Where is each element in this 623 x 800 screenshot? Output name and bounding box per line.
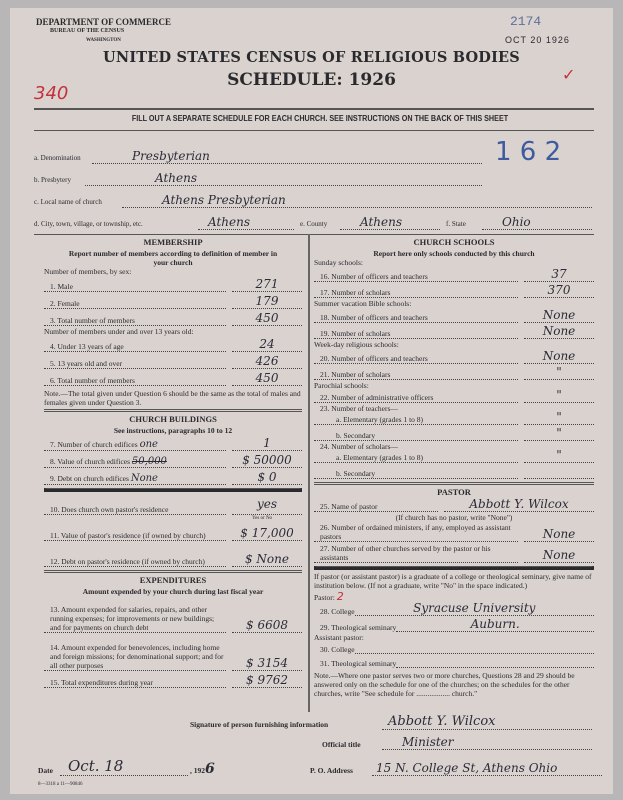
owns-residence-field[interactable] <box>232 497 302 521</box>
official-title-value: Minister <box>402 735 454 749</box>
q23-label: 23. Number of teachers— <box>320 404 398 413</box>
pastor-red-mark: 2 <box>336 590 344 603</box>
total-label: 3. Total number of members <box>44 316 226 326</box>
edifice-debt-value: $ 0 <box>257 470 277 484</box>
q27-value: None <box>542 548 576 562</box>
owns-residence-row <box>44 494 302 521</box>
edifice-debt-row <box>44 469 302 486</box>
blue-code-annotation: 1 6 2 <box>495 137 562 167</box>
date-field[interactable] <box>60 758 188 776</box>
divider <box>314 482 594 485</box>
signature-value: Abbott Y. Wilcox <box>388 714 496 729</box>
edifices-written: one <box>139 439 158 450</box>
running-expenses-label: 13. Amount expended for salaries, repairs, and other running expenses; for improvements or new buildings; and for payments on church debt <box>44 605 226 633</box>
serial-stamp: 2174 <box>510 14 542 29</box>
edifices-value: 1 <box>263 436 271 450</box>
denomination-field[interactable] <box>92 149 482 164</box>
q23a-label: a. Elementary (grades 1 to 8) <box>314 415 518 425</box>
weekday-schools-label: Week-day religious schools: <box>314 340 399 349</box>
q16-label: 16. Number of officers and teachers <box>314 272 518 282</box>
q27-field[interactable] <box>524 548 594 563</box>
city-field[interactable] <box>198 215 294 230</box>
q24a-label: a. Elementary (grades 1 to 8) <box>314 453 518 463</box>
total-expenditures-field[interactable] <box>232 673 302 688</box>
q24b-row <box>314 464 594 480</box>
q17-row <box>314 283 594 299</box>
q22-value: " <box>556 388 562 402</box>
divider <box>44 488 302 492</box>
residence-debt-field[interactable] <box>232 552 302 567</box>
benevolences-value: $ 3154 <box>246 656 288 670</box>
q30-field[interactable] <box>355 644 594 654</box>
under13-row <box>44 336 302 353</box>
q21-field[interactable] <box>524 365 594 380</box>
q23a-value: " <box>556 410 562 424</box>
divider <box>34 234 594 235</box>
graduate-note: If pastor (or assistant pastor) is a graduate of a college or theological seminary, give name of institution below. (If not a graduate, write "No" in the space indicated.) <box>314 572 592 590</box>
q27-label: 27. Number of other churches served by the pastor or his assistants <box>314 544 518 563</box>
by-sex-label: Number of members, by sex: <box>44 267 132 276</box>
q28-label: 28. College <box>320 607 355 616</box>
membership-intro: Report number of members according to definition of member in your church <box>68 249 278 267</box>
local-name-value: Athens Presbyterian <box>162 193 286 207</box>
edifices-label-text: 7. Number of church edifices <box>50 440 138 449</box>
form-number: 8—3318 a 11—90846 <box>38 782 83 787</box>
q31-label: 31. Theological seminary <box>320 659 397 668</box>
total-expenditures-row <box>44 672 302 689</box>
pastor-heading: PASTOR <box>437 487 471 497</box>
state-label: f. State <box>446 220 466 228</box>
assistant-pastor-label: Assistant pastor: <box>314 633 364 642</box>
residence-value-field[interactable] <box>232 526 302 541</box>
divider <box>34 130 594 131</box>
presbytery-field[interactable] <box>85 171 482 186</box>
signature-field[interactable] <box>382 716 592 730</box>
local-name-field[interactable] <box>122 193 592 208</box>
state-value: Ohio <box>502 215 531 229</box>
female-value: 179 <box>255 294 279 308</box>
q25-field[interactable] <box>444 497 594 512</box>
q29-row <box>314 617 594 633</box>
q26-field[interactable] <box>524 527 594 542</box>
q17-label: 17. Number of scholars <box>314 288 518 298</box>
owns-residence-value: yes <box>256 497 278 511</box>
q24a-value: " <box>556 448 562 462</box>
pastor-label: Pastor: <box>314 593 335 602</box>
female-row <box>44 293 302 310</box>
department-name: DEPARTMENT OF COMMERCE <box>36 17 172 27</box>
presbytery-label: b. Presbytery <box>34 176 71 184</box>
q22-field[interactable] <box>524 388 594 403</box>
q24a-field[interactable] <box>524 448 594 463</box>
q23b-field[interactable] <box>524 426 594 441</box>
divider <box>44 570 302 573</box>
male-label: 1. Male <box>44 282 226 292</box>
sunday-schools-label: Sunday schools: <box>314 258 363 267</box>
signature-label: Signature of person furnishing information <box>190 720 329 729</box>
total-field[interactable] <box>232 311 302 326</box>
edifice-value-value: $ 50000 <box>242 453 292 467</box>
q19-label: 19. Number of scholars <box>314 329 518 339</box>
denomination-label: a. Denomination <box>34 154 81 162</box>
age-total-row <box>44 370 302 387</box>
address-value: 15 N. College St, Athens Ohio <box>376 761 558 775</box>
running-expenses-value: $ 6608 <box>246 618 288 632</box>
year-field[interactable] <box>190 762 215 778</box>
census-schedule-page <box>10 8 613 794</box>
city-label: d. City, town, village, or township, etc. <box>34 220 143 228</box>
q16-row <box>314 267 594 283</box>
over13-field[interactable] <box>232 354 302 369</box>
q24a-row <box>314 448 594 464</box>
age-total-value: 450 <box>255 371 279 385</box>
q28-field[interactable] <box>355 601 594 616</box>
edifices-label <box>44 440 226 451</box>
edifice-debt-label-text: 9. Debt on church edifices <box>50 474 129 483</box>
age-total-field[interactable] <box>232 371 302 386</box>
under13-label: 4. Under 13 years of age <box>44 342 226 352</box>
q21-row <box>314 365 594 381</box>
running-expenses-field[interactable] <box>232 618 302 633</box>
divider <box>44 409 302 412</box>
total-expenditures-label: 15. Total expenditures during year <box>44 678 226 688</box>
buildings-heading: CHURCH BUILDINGS <box>129 414 217 424</box>
q21-label: 21. Number of scholars <box>314 370 518 380</box>
left-column <box>44 236 302 689</box>
female-label: 2. Female <box>44 299 226 309</box>
total-value: 450 <box>255 311 279 325</box>
right-column <box>314 236 594 700</box>
q19-row <box>314 324 594 340</box>
q23b-label: b. Secondary <box>314 431 518 441</box>
schedule-title: SCHEDULE: 1926 <box>227 70 396 90</box>
year-value: 6 <box>205 761 215 777</box>
column-divider <box>308 234 310 712</box>
official-title-label: Official title <box>322 740 361 749</box>
q23a-field[interactable] <box>524 410 594 425</box>
form-title: UNITED STATES CENSUS OF RELIGIOUS BODIES <box>103 49 520 66</box>
residence-debt-label: 12. Debt on pastor's residence (if owned by church) <box>44 557 226 567</box>
q29-label: 29. Theological seminary <box>320 623 397 632</box>
q26-label: 26. Number of ordained ministers, if any, employed as assistant pastors <box>314 523 518 542</box>
residence-value-value: $ 17,000 <box>240 526 294 540</box>
edifice-debt-label <box>44 474 226 485</box>
local-name-label: c. Local name of church <box>34 198 102 206</box>
check-mark-icon: ✓ <box>562 65 576 84</box>
edifice-debt-field[interactable] <box>232 470 302 485</box>
male-field[interactable] <box>232 277 302 292</box>
benevolences-label: 14. Amount expended for benevolences, including home and foreign missions; for denominational support; and for all other purposes <box>44 643 226 671</box>
schools-intro: Report here only schools conducted by this church <box>373 249 535 258</box>
benevolences-field[interactable] <box>232 656 302 671</box>
parochial-schools-label: Parochial schools: <box>314 381 369 390</box>
q21-value: " <box>556 365 562 379</box>
q30-label: 30. College <box>320 645 355 654</box>
county-label: e. County <box>300 220 328 228</box>
q18-value: None <box>542 308 576 322</box>
edifice-value-label-text: 8. Value of church edifices <box>50 457 131 466</box>
red-annotation-number: 340 <box>34 83 69 104</box>
city-value: Athens <box>208 215 250 229</box>
q29-value: Auburn. <box>470 617 520 631</box>
buildings-instructions: See instructions, paragraphs 10 to 12 <box>113 426 233 435</box>
q22-row <box>314 390 594 404</box>
benevolences-row <box>44 634 302 672</box>
residence-value-row <box>44 516 302 542</box>
q23b-row <box>314 426 594 442</box>
divider <box>34 108 594 110</box>
male-value: 271 <box>255 277 279 291</box>
q28-row <box>314 602 594 617</box>
official-title-field[interactable] <box>382 736 592 750</box>
membership-note: Note.—The total given under Question 6 should be the same as the total of males and females given under Question 3. <box>44 389 301 407</box>
q18-field[interactable] <box>524 308 594 323</box>
total-row <box>44 310 302 327</box>
q27-row <box>314 543 594 564</box>
edifice-value-row <box>44 452 302 469</box>
q24b-field[interactable] <box>524 469 594 479</box>
q28-value: Syracuse University <box>413 601 536 615</box>
male-row <box>44 276 302 293</box>
edifice-value-written: 50,000 <box>131 456 167 467</box>
q31-row <box>314 655 594 669</box>
department-header <box>36 18 171 45</box>
presbytery-value: Athens <box>155 171 197 185</box>
owns-residence-label: 10. Does church own pastor's residence <box>44 505 226 515</box>
running-expenses-row <box>44 596 302 634</box>
q18-row <box>314 308 594 324</box>
age-total-label: 6. Total number of members <box>44 376 226 386</box>
edifices-field[interactable] <box>232 436 302 451</box>
divider <box>314 566 594 570</box>
q17-value: 370 <box>547 283 571 297</box>
instruction-banner: FILL OUT A SEPARATE SCHEDULE FOR EACH CHURCH. SEE INSTRUCTIONS ON THE BACK OF THIS SHEET <box>131 114 509 123</box>
q30-row <box>314 642 594 655</box>
under13-value: 24 <box>259 337 275 351</box>
address-label: P. O. Address <box>310 766 353 775</box>
received-date-stamp: OCT 20 1926 <box>505 35 570 45</box>
q29-field[interactable] <box>396 617 594 632</box>
q19-value: None <box>542 324 576 338</box>
county-field[interactable] <box>340 215 440 230</box>
q31-field[interactable] <box>396 658 594 668</box>
q25-label: 25. Name of pastor <box>314 502 438 512</box>
total-expenditures-value: $ 9762 <box>246 673 288 687</box>
expenditures-heading: EXPENDITURES <box>139 575 207 585</box>
over13-value: 426 <box>255 354 279 368</box>
date-value: Oct. 18 <box>68 757 124 775</box>
membership-heading: MEMBERSHIP <box>143 237 203 247</box>
yes-no-hint: Yes or No <box>252 516 273 521</box>
edifice-debt-written: None <box>130 473 158 484</box>
q23a-row <box>314 410 594 426</box>
q19-field[interactable] <box>524 324 594 339</box>
under13-field[interactable] <box>232 337 302 352</box>
edifice-value-field[interactable] <box>232 453 302 468</box>
pastor-note: Note.—Where one pastor serves two or more churches, Questions 28 and 29 should be answered only on the schedule for one of the churches; on the schedules for the other churches, write "See schedule for .................. church." <box>314 671 575 698</box>
residence-debt-row <box>44 542 302 568</box>
over13-label: 5. 13 years old and over <box>44 359 226 369</box>
expenditures-intro: Amount expended by your church during last fiscal year <box>82 587 264 596</box>
q16-value: 37 <box>551 267 567 281</box>
over13-row <box>44 353 302 370</box>
summer-schools-label: Summer vacation Bible schools: <box>314 299 412 308</box>
q20-field[interactable] <box>524 349 594 364</box>
q25-value: Abbott Y. Wilcox <box>469 497 569 511</box>
bureau-name: BUREAU OF THE CENSUS <box>50 28 125 34</box>
q20-row <box>314 349 594 365</box>
q22-label: 22. Number of administrative officers <box>314 393 518 403</box>
denomination-value: Presbyterian <box>132 149 210 163</box>
edifices-row <box>44 435 302 452</box>
q23b-value: " <box>556 426 562 440</box>
by-age-label: Number of members under and over 13 years old: <box>44 327 194 336</box>
q25-hint: (If church has no pastor, write "None") <box>395 513 513 522</box>
address-field[interactable] <box>372 762 602 776</box>
residence-value-label: 11. Value of pastor's residence (if owned by church) <box>44 531 226 541</box>
q24b-label: b. Secondary <box>314 469 518 479</box>
female-field[interactable] <box>232 294 302 309</box>
q24-label: 24. Number of scholars— <box>320 442 398 451</box>
q26-row <box>314 522 594 543</box>
q18-label: 18. Number of officers and teachers <box>314 313 518 323</box>
date-label: Date <box>38 766 53 775</box>
q25-row <box>314 499 594 513</box>
county-value: Athens <box>360 215 402 229</box>
q17-field[interactable] <box>524 283 594 298</box>
edifice-value-label <box>44 457 226 468</box>
residence-debt-value: $ None <box>244 552 289 566</box>
year-label: , 192 <box>190 766 205 775</box>
state-field[interactable] <box>482 215 592 230</box>
q20-label: 20. Number of officers and teachers <box>314 354 518 364</box>
bureau-city: WASHINGTON <box>86 38 121 43</box>
q16-field[interactable] <box>524 267 594 282</box>
q20-value: None <box>542 349 576 363</box>
schools-heading: CHURCH SCHOOLS <box>413 237 495 247</box>
q26-value: None <box>542 527 576 541</box>
